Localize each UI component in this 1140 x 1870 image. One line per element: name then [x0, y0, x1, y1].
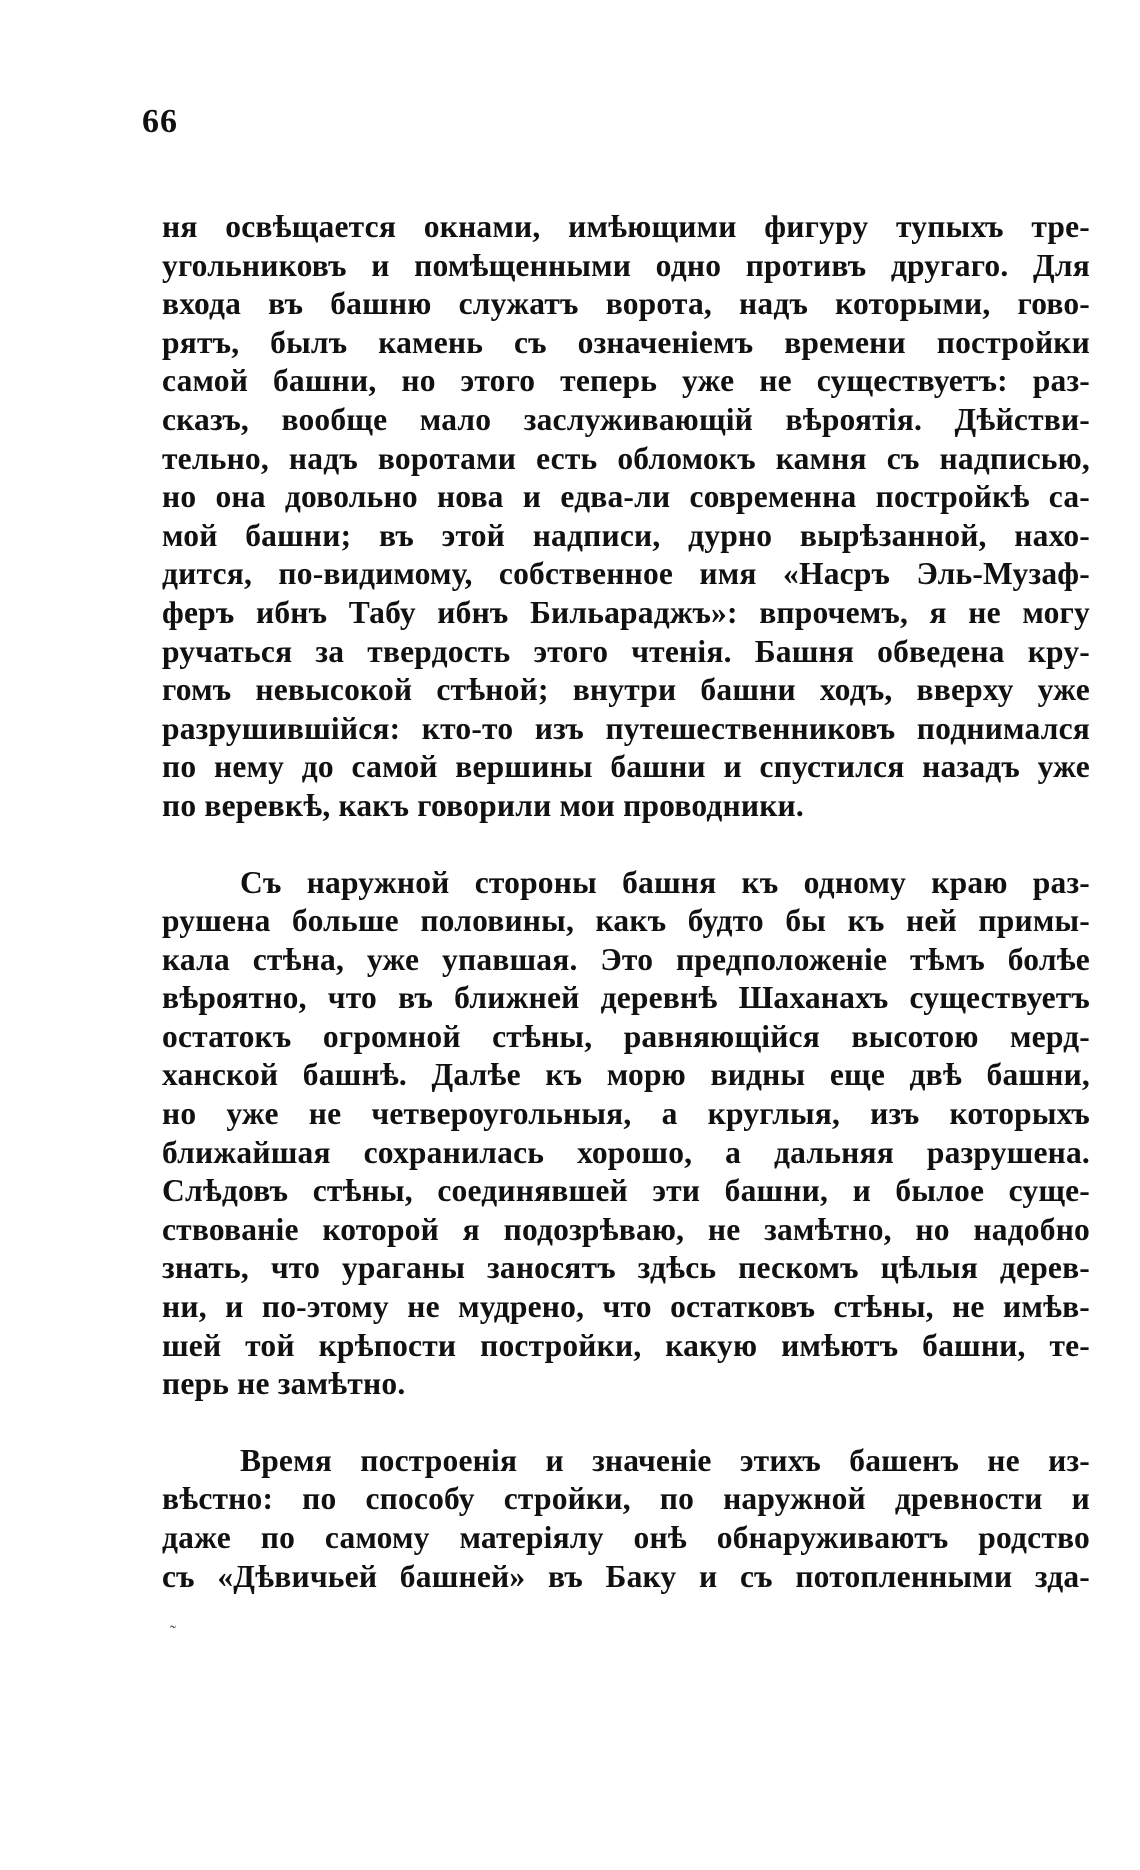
text-line: знать, что ураганы заносятъ здѣсь пескомъ цѣлыя дерев- [162, 1250, 1090, 1286]
text-line: кала стѣна, уже упавшая. Это предположеніе тѣмъ болѣе [162, 941, 1090, 977]
text-line: шей той крѣпости постройки, какую имѣютъ башни, те- [162, 1327, 1090, 1363]
text-line: но уже не четвероугольныя, а круглыя, изъ которыхъ [162, 1096, 1090, 1132]
text-line: тельно, надъ воротами есть обломокъ камня съ надписью, [162, 440, 1090, 476]
text-line: вѣроятно, что въ ближней деревнѣ Шаханахъ существуетъ [162, 980, 1090, 1016]
text-line: самой башни, но этого теперь уже не существуетъ: раз- [162, 363, 1090, 399]
text-line: Съ наружной стороны башня къ одному краю раз- [240, 864, 1090, 900]
text-line: Время построенія и значеніе этихъ башенъ не из- [240, 1442, 1090, 1478]
paragraph-2 [162, 864, 1090, 1404]
text-line: ханской башнѣ. Далѣе къ морю видны еще двѣ башни, [162, 1057, 1090, 1093]
text-line: рятъ, былъ камень съ означеніемъ времени постройки [162, 324, 1090, 360]
page-body [162, 208, 1090, 1596]
text-line: ручаться за твердость этого чтенія. Башня обведена кру- [162, 633, 1090, 669]
paragraph-1 [162, 208, 1090, 826]
text-line: феръ ибнъ Табу ибнъ Бильараджъ»: впрочемъ, я не могу [162, 594, 1090, 630]
text-line: сказъ, вообще мало заслуживающій вѣроятія. Дѣйстви- [162, 401, 1090, 437]
text-line: мой башни; въ этой надписи, дурно вырѣзанной, нахо- [162, 517, 1090, 553]
text-line: разрушившійся: кто-то изъ путешественниковъ поднимался [162, 710, 1090, 746]
text-line: вѣстно: по способу стройки, по наружной древности и [162, 1481, 1090, 1517]
paragraph-3 [162, 1442, 1090, 1596]
text-line: съ «Дѣвичьей башней» въ Баку и съ потопленными зда- [162, 1558, 1090, 1594]
text-line: даже по самому матеріялу онѣ обнаруживаютъ родство [162, 1520, 1090, 1555]
text-line: Слѣдовъ стѣны, соединявшей эти башни, и былое суще- [162, 1173, 1090, 1209]
print-speck: ˜ [170, 1622, 176, 1642]
text-line: перь не замѣтно. [162, 1366, 406, 1402]
text-line: дится, по-видимому, собственное имя «Насръ Эль-Музаф- [162, 556, 1090, 592]
text-line: но она довольно нова и едва-ли современна постройкѣ са- [162, 479, 1090, 515]
text-line: ня освѣщается окнами, имѣющими фигуру тупыхъ тре- [162, 209, 1090, 244]
text-line: рушена больше половины, какъ будто бы къ ней примы- [162, 903, 1090, 939]
text-line: ствованіе которой я подозрѣваю, не замѣтно, но надобно [162, 1211, 1090, 1247]
text-line: входа въ башню служатъ ворота, надъ которыми, гово- [162, 286, 1090, 322]
text-line: угольниковъ и помѣщенными одно противъ другаго. Для [162, 247, 1090, 283]
text-line: гомъ невысокой стѣной; внутри башни ходъ, вверху уже [162, 672, 1090, 708]
text-line: по нему до самой вершины башни и спустился назадъ уже [162, 749, 1090, 785]
text-line: ближайшая сохранилась хорошо, а дальняя разрушена. [162, 1134, 1090, 1170]
text-line: по веревкѣ, какъ говорили мои проводники. [162, 787, 804, 823]
text-line: остатокъ огромной стѣны, равняющійся высотою мерд- [162, 1018, 1090, 1054]
page-number: 66 [142, 103, 178, 140]
text-line: ни, и по-этому не мудрено, что остатковъ стѣны, не имѣв- [162, 1289, 1090, 1325]
